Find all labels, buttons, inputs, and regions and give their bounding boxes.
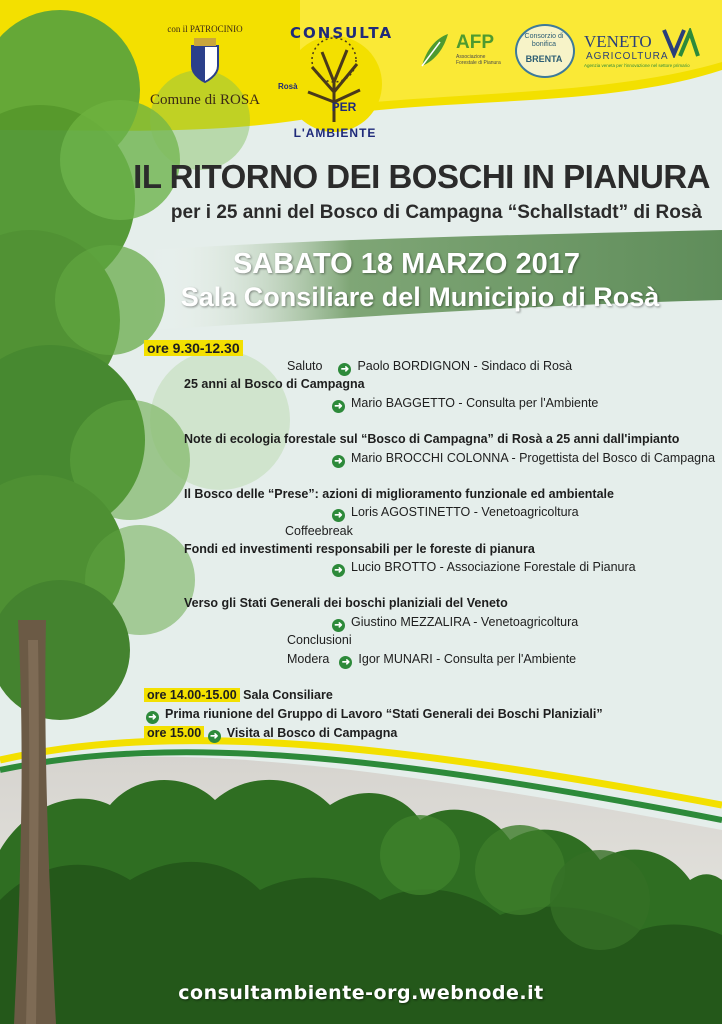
program-speaker: Lucio BROTTO - Associazione Forestale di Pianura — [351, 560, 636, 574]
arrow-icon: ➜ — [338, 363, 351, 376]
program-topic: Verso gli Stati Generali dei boschi planiziali del Veneto — [184, 596, 508, 610]
veneto-agricoltura-logo — [584, 32, 714, 72]
arrow-icon: ➜ — [332, 400, 345, 413]
program-row — [332, 396, 598, 413]
arrow-icon: ➜ — [339, 656, 352, 669]
arrow-icon: ➜ — [332, 455, 345, 468]
program-label: Coffeebreak — [285, 524, 353, 538]
afternoon-row — [146, 707, 603, 724]
veneto-text: VENETO — [584, 32, 652, 51]
arrow-icon: ➜ — [332, 619, 345, 632]
patrocinio-text: con il PATROCINIO — [167, 24, 243, 34]
morning-time-badge — [144, 340, 243, 356]
program-speaker: Mario BROCCHI COLONNA - Progettista del Bosco di Campagna — [351, 451, 716, 465]
agricoltura-text: AGRICOLTURA — [586, 51, 669, 62]
consulta-top-text: CONSULTA — [290, 24, 394, 42]
afp-sub-text: Associazione Forestale di Pianura — [456, 54, 501, 66]
consorzio-text: Consorzio di bonifica — [524, 33, 564, 48]
program-row — [332, 505, 579, 522]
program-label: Modera — [287, 652, 330, 666]
website-url: consultambiente-org.webnode.it — [178, 982, 544, 1004]
program-row — [287, 359, 572, 376]
morning-time-label: ore 9.30-12.30 — [144, 340, 243, 356]
event-venue: Sala Consiliare del Municipio di Rosà — [180, 282, 660, 312]
program-row — [287, 652, 576, 669]
afternoon-time-label: ore 14.00-15.00 — [144, 688, 240, 702]
arrow-icon: ➜ — [332, 509, 345, 522]
program-label: Saluto — [287, 359, 323, 373]
afp-text: AFP — [456, 32, 494, 53]
afternoon-row — [144, 688, 333, 702]
afternoon-item: Visita al Bosco di Campagna — [226, 726, 398, 740]
program-speaker: Mario BAGGETTO - Consulta per l'Ambiente — [351, 396, 599, 410]
afp-logo — [418, 30, 504, 75]
program-topic: Il Bosco delle “Prese”: azioni di miglioramento funzionale ed ambientale — [184, 487, 614, 501]
arrow-icon: ➜ — [208, 730, 221, 743]
consorzio-brenta-logo — [513, 24, 575, 76]
arrow-icon: ➜ — [146, 711, 159, 724]
consulta-ambiente-logo — [272, 22, 397, 147]
arrow-icon: ➜ — [332, 564, 345, 577]
program-row — [332, 615, 578, 632]
program-row — [332, 560, 636, 577]
event-title: IL RITORNO DEI BOSCHI IN PIANURA — [133, 158, 710, 195]
program-speaker: Giustino MEZZALIRA - Venetoagricoltura — [351, 615, 579, 629]
program-speaker: Igor MUNARI - Consulta per l'Ambiente — [358, 652, 577, 666]
event-subtitle: per i 25 anni del Bosco di Campagna “Schallstadt” di Rosà — [170, 202, 702, 223]
afternoon-time-label: ore 15.00 — [144, 726, 204, 740]
coat-of-arms-icon — [188, 38, 222, 84]
program-label: Conclusioni — [287, 633, 352, 647]
veneto-tagline-text: Agenzia veneta per l'innovazione nel settore primario — [584, 63, 690, 68]
program-topic: 25 anni al Bosco di Campagna — [184, 377, 365, 391]
comune-text: Comune di ROSA — [150, 92, 261, 108]
program-topic: Fondi ed investimenti responsabili per le foreste di pianura — [184, 542, 535, 556]
program-speaker: Loris AGOSTINETTO - Venetoagricoltura — [351, 505, 579, 519]
event-date: SABATO 18 MARZO 2017 — [232, 248, 580, 280]
afp-leaf-icon — [418, 30, 450, 70]
program-speaker: Paolo BORDIGNON - Sindaco di Rosà — [357, 359, 573, 373]
consulta-bottom-text: L'AMBIENTE — [293, 126, 377, 140]
comune-di-rosa-logo — [150, 24, 260, 114]
consulta-side-text: Rosà — [278, 82, 298, 91]
afternoon-item: Prima riunione del Gruppo di Lavoro “Stati Generali dei Boschi Planiziali” — [165, 707, 603, 721]
program-row — [332, 451, 715, 468]
program-topic: Note di ecologia forestale sul “Bosco di Campagna” di Rosà a 25 anni dall'impianto — [184, 432, 680, 446]
afternoon-row — [144, 726, 397, 743]
brenta-text: BRENTA — [525, 54, 563, 64]
afternoon-place: Sala Consiliare — [243, 688, 333, 702]
consulta-per-text: PER — [331, 100, 357, 114]
